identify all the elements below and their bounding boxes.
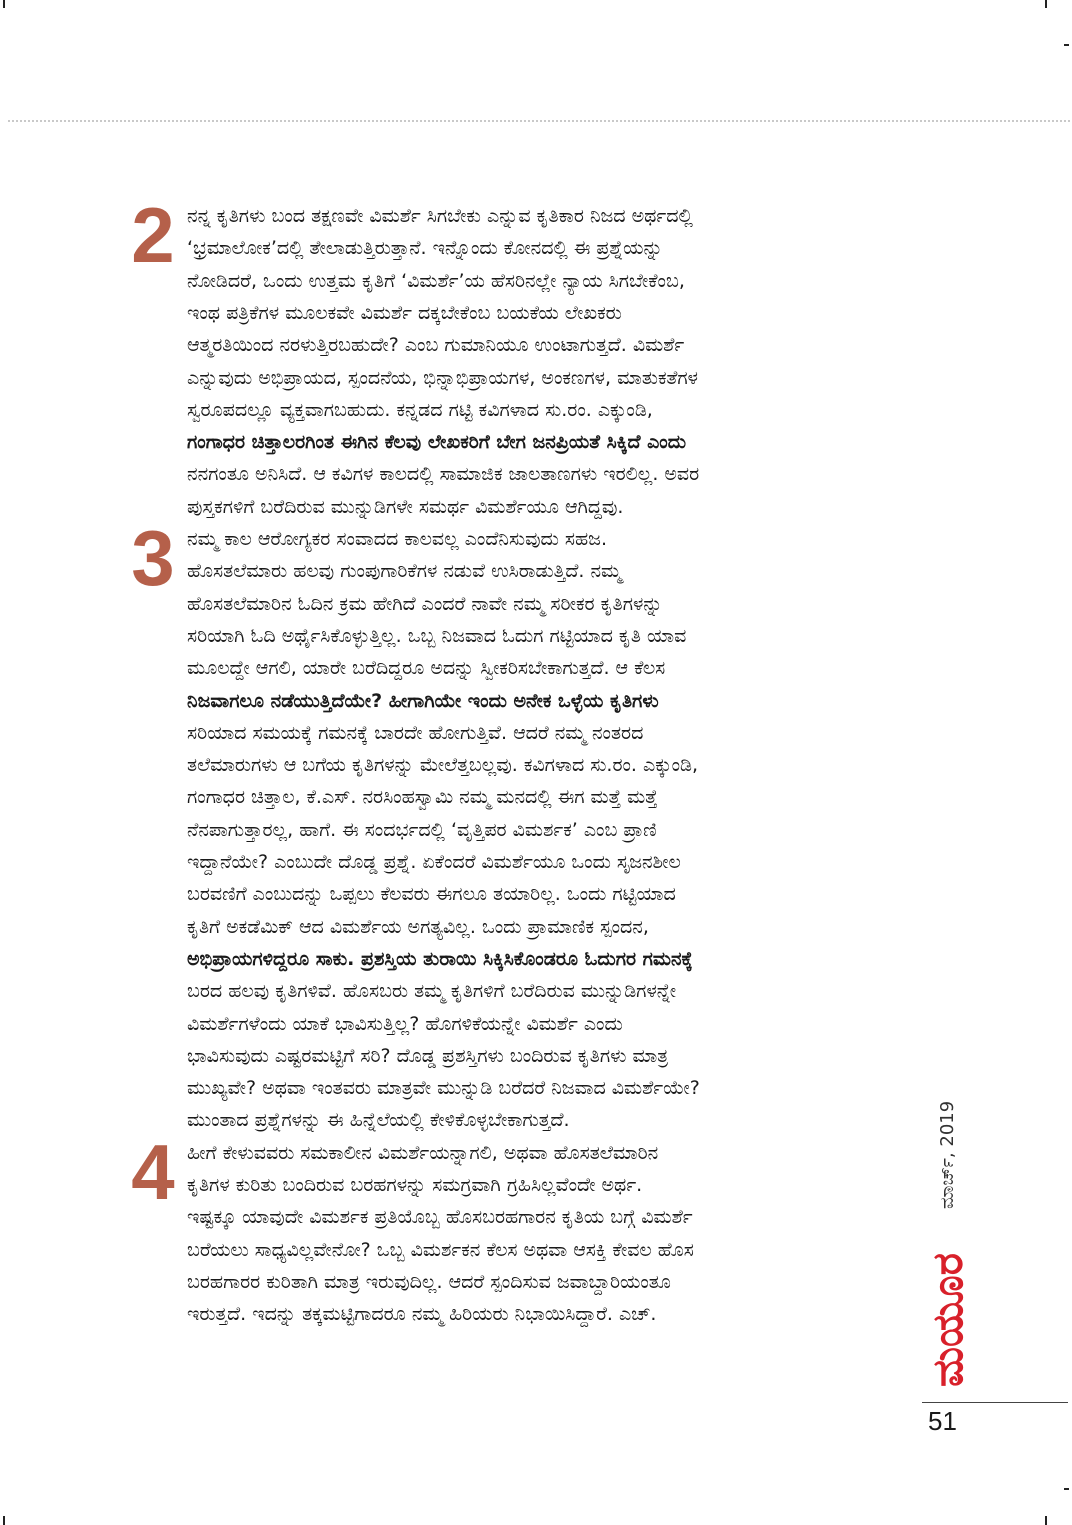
paragraph-line: ನಮ್ಮ ಕಾಲ ಆರೋಗ್ಯಕರ ಸಂವಾದದ ಕಾಲವಲ್ಲ ಎಂದೆನಿಸುವುದು ಸಹಜ.	[187, 528, 607, 550]
paragraph-line: ‘ಭ್ರಮಾಲೋಕ’ದಲ್ಲಿ ತೇಲಾಡುತ್ತಿರುತ್ತಾನೆ. ಇನ್ನೊಂದು ಕೋನದಲ್ಲಿ ಈ ಪ್ರಶ್ನೆಯನ್ನು	[187, 237, 663, 260]
paragraph-line: ಸರಿಯಾದ ಸಮಯಕ್ಕೆ ಗಮನಕ್ಕೆ ಬಾರದೇ ಹೋಗುತ್ತಿವೆ. ಆದರೆ ನಮ್ಮ ನಂತರದ	[187, 721, 644, 744]
paragraph-line: ಎನ್ನುವುದು ಅಭಿಪ್ರಾಯದ, ಸ್ಪಂದನೆಯ, ಭಿನ್ನಾಭಿಪ್ರಾಯಗಳ, ಅಂಕಣಗಳ, ಮಾತುಕತೆಗಳ	[187, 366, 698, 389]
section-number: 2	[131, 191, 175, 279]
paragraph-line: ಗಂಗಾಧರ ಚಿತ್ತಾಲರಗಿಂತ ಈಗಿನ ಕೆಲವು ಲೇಖಕರಿಗೆ ಬೇಗ ಜನಪ್ರಿಯತೆ ಸಿಕ್ಕಿದೆ ಎಂದು	[187, 431, 687, 454]
paragraph-line: ಭಾವಿಸುವುದು ಎಷ್ಟರಮಟ್ಟಿಗೆ ಸರಿ? ದೊಡ್ಡ ಪ್ರಶಸ್ತಿಗಳು ಬಂದಿರುವ ಕೃತಿಗಳು ಮಾತ್ರ	[187, 1044, 669, 1067]
paragraph-line: ಆತ್ಮರತಿಯಿಂದ ನರಳುತ್ತಿರಬಹುದೇ? ಎಂಬ ಗುಮಾನಿಯೂ ಉಂಟಾಗುತ್ತದೆ. ವಿಮರ್ಶೆ	[187, 334, 685, 357]
paragraph-line: ಬರವಣಿಗೆ ಎಂಬುದನ್ನು ಒಪ್ಪಲು ಕೆಲವರು ಈಗಲೂ ತಯಾರಿಲ್ಲ. ಒಂದು ಗಟ್ಟಿಯಾದ	[187, 883, 676, 906]
paragraph-line: ಹೀಗೆ ಕೇಳುವವರು ಸಮಕಾಲೀನ ವಿಮರ್ಶೆಯನ್ನಾಗಲಿ, ಅಥವಾ ಹೊಸತಲೆಮಾರಿನ	[187, 1141, 659, 1164]
paragraph-line: ಮುಖ್ಯವೇ? ಅಥವಾ ಇಂತವರು ಮಾತ್ರವೇ ಮುನ್ನುಡಿ ಬರೆದರೆ ನಿಜವಾದ ವಿಮರ್ಶೆಯೇ?	[187, 1077, 700, 1100]
magazine-logo: ಮಯೂರ	[923, 1253, 972, 1387]
paragraph-line: ಬರದ ಹಲವು ಕೃತಿಗಳಿವೆ. ಹೊಸಬರು ತಮ್ಮ ಕೃತಿಗಳಿಗೆ ಬರೆದಿರುವ ಮುನ್ನುಡಿಗಳನ್ನೇ	[187, 980, 677, 1003]
paragraph-line: ಕೃತಿಗೆ ಅಕಡೆಮಿಕ್ ಆದ ವಿಮರ್ಶೆಯ ಅಗತ್ಯವಿಲ್ಲ. ಒಂದು ಪ್ರಾಮಾಣಿಕ ಸ್ಪಂದನ,	[187, 915, 649, 938]
paragraph-line: ನೋಡಿದರೆ, ಒಂದು ಉತ್ತಮ ಕೃತಿಗೆ ‘ವಿಮರ್ಶೆ’ಯ ಹೆಸರಿನಲ್ಲೇ ನ್ಯಾಯ ಸಿಗಬೇಕೆಂಬ,	[187, 269, 685, 292]
header-dotted-rule	[8, 120, 1070, 122]
paragraph-line: ಗಂಗಾಧರ ಚಿತ್ತಾಲ, ಕೆ.ಎಸ್. ನರಸಿಂಹಸ್ವಾಮಿ ನಮ್ಮ ಮನದಲ್ಲಿ ಈಗ ಮತ್ತೆ ಮತ್ತೆ	[187, 786, 658, 809]
paragraph-line: ಮುಂತಾದ ಪ್ರಶ್ನೆಗಳನ್ನು ಈ ಹಿನ್ನೆಲೆಯಲ್ಲಿ ಕೇಳಿಕೊಳ್ಳಬೇಕಾಗುತ್ತದೆ.	[187, 1109, 570, 1132]
paragraph-line: ಮೂಲದ್ದೇ ಆಗಲಿ, ಯಾರೇ ಬರೆದಿದ್ದರೂ ಅದನ್ನು ಸ್ವೀಕರಿಸಬೇಕಾಗುತ್ತದೆ. ಆ ಕೆಲಸ	[187, 657, 666, 680]
crop-mark-right-upper	[1064, 44, 1069, 46]
page-number-rule	[922, 1402, 1068, 1403]
section-number: 4	[131, 1127, 175, 1216]
crop-mark-bottom-left	[3, 1516, 5, 1525]
section-number: 3	[131, 514, 175, 602]
paragraph-line: ಅಭಿಪ್ರಾಯಗಳಿದ್ದರೂ ಸಾಕು. ಪ್ರಶಸ್ತಿಯ ತುರಾಯಿ ಸಿಕ್ಕಿಸಿಕೊಂಡರೂ ಓದುಗರ ಗಮನಕ್ಕೆ	[187, 947, 693, 970]
paragraph-line: ನಿಜವಾಗಲೂ ನಡೆಯುತ್ತಿದೆಯೇ? ಹೀಗಾಗಿಯೇ ಇಂದು ಅನೇಕ ಒಳ್ಳೆಯ ಕೃತಿಗಳು	[187, 689, 659, 712]
paragraph-line: ಪುಸ್ತಕಗಳಿಗೆ ಬರೆದಿರುವ ಮುನ್ನುಡಿಗಳೇ ಸಮರ್ಥ ವಿಮರ್ಶೆಯೂ ಆಗಿದ್ದವು.	[187, 495, 624, 518]
paragraph-line: ಇರುತ್ತದೆ. ಇದನ್ನು ತಕ್ಕಮಟ್ಟಿಗಾದರೂ ನಮ್ಮ ಹಿರಿಯರು ನಿಭಾಯಿಸಿದ್ದಾರೆ. ಎಚ್.	[187, 1303, 657, 1326]
page-number: 51	[928, 1406, 957, 1436]
paragraph-line: ತಲೆಮಾರುಗಳು ಆ ಬಗೆಯ ಕೃತಿಗಳನ್ನು ಮೇಲೆತ್ತಬಲ್ಲವು. ಕವಿಗಳಾದ ಸು.ರಂ. ಎಕ್ಕುಂಡಿ,	[187, 754, 699, 777]
paragraph-line: ಹೊಸತಲೆಮಾರು ಹಲವು ಗುಂಪುಗಾರಿಕೆಗಳ ನಡುವೆ ಉಸಿರಾಡುತ್ತಿದೆ. ನಮ್ಮ	[187, 560, 622, 583]
paragraph-line: ಸ್ವರೂಪದಲ್ಲೂ ವ್ಯಕ್ತವಾಗಬಹುದು. ಕನ್ನಡದ ಗಟ್ಟಿ ಕವಿಗಳಾದ ಸು.ರಂ. ಎಕ್ಕುಂಡಿ,	[187, 398, 653, 421]
paragraph-line: ನನ್ನ ಕೃತಿಗಳು ಬಂದ ತಕ್ಷಣವೇ ವಿಮರ್ಶೆ ಸಿಗಬೇಕು ಎನ್ನುವ ಕೃತಿಕಾರ ನಿಜದ ಅರ್ಥದಲ್ಲಿ	[187, 205, 693, 227]
paragraph-line: ಬರೆಯಲು ಸಾಧ್ಯವಿಲ್ಲವೇನೋ? ಒಬ್ಬ ವಿಮರ್ಶಕನ ಕೆಲಸ ಅಥವಾ ಆಸಕ್ತಿ ಕೇವಲ ಹೊಸ	[187, 1238, 694, 1261]
crop-mark-top-left	[3, 0, 5, 8]
paragraph-line: ಹೊಸತಲೆಮಾರಿನ ಓದಿನ ಕ್ರಮ ಹೇಗಿದೆ ಎಂದರೆ ನಾವೇ ನಮ್ಮ ಸರೀಕರ ಕೃತಿಗಳನ್ನು	[187, 592, 663, 615]
paragraph-line: ಸರಿಯಾಗಿ ಓದಿ ಅರ್ಥೈಸಿಕೊಳ್ಳುತ್ತಿಲ್ಲ. ಒಬ್ಬ ನಿಜವಾದ ಓದುಗ ಗಟ್ಟಿಯಾದ ಕೃತಿ ಯಾವ	[187, 624, 687, 647]
crop-mark-bottom-right	[1045, 1516, 1047, 1525]
paragraph-line: ಇದ್ದಾನೆಯೇ? ಎಂಬುದೇ ದೊಡ್ಡ ಪ್ರಶ್ನೆ. ಏಕೆಂದರೆ ವಿಮರ್ಶೆಯೂ ಒಂದು ಸೃಜನಶೀಲ	[187, 851, 681, 873]
paragraph-line: ಇಂಥ ಪತ್ರಿಕೆಗಳ ಮೂಲಕವೇ ವಿಮರ್ಶೆ ದಕ್ಕಬೇಕೆಂಬ ಬಯಕೆಯ ಲೇಖಕರು	[187, 301, 622, 324]
paragraph-line: ನನಗಂತೂ ಅನಿಸಿದೆ. ಆ ಕವಿಗಳ ಕಾಲದಲ್ಲಿ ಸಾಮಾಜಿಕ ಜಾಲತಾಣಗಳು ಇರಲಿಲ್ಲ. ಅವರ	[187, 463, 700, 486]
paragraph-line: ವಿಮರ್ಶೆಗಳೆಂದು ಯಾಕೆ ಭಾವಿಸುತ್ತಿಲ್ಲ? ಹೊಗಳಿಕೆಯನ್ನೇ ವಿಮರ್ಶೆ ಎಂದು	[187, 1012, 623, 1035]
paragraph-line: ಕೃತಿಗಳ ಕುರಿತು ಬಂದಿರುವ ಬರಹಗಳನ್ನು ಸಮಗ್ರವಾಗಿ ಗ್ರಹಿಸಿಲ್ಲವೆಂದೇ ಅರ್ಥ.	[187, 1174, 643, 1196]
paragraph-line: ನೆನಪಾಗುತ್ತಾರಲ್ಲ, ಹಾಗೆ. ಈ ಸಂದರ್ಭದಲ್ಲಿ ‘ವೃತ್ತಿಪರ ವಿಮರ್ಶಕ’ ಎಂಬ ಪ್ರಾಣಿ	[187, 818, 657, 841]
paragraph-line: ಇಷ್ಟಕ್ಕೂ ಯಾವುದೇ ವಿಮರ್ಶಕ ಪ್ರತಿಯೊಬ್ಬ ಹೊಸಬರಹಗಾರನ ಕೃತಿಯ ಬಗ್ಗೆ ವಿಮರ್ಶೆ	[187, 1206, 693, 1229]
crop-mark-top-right	[1045, 0, 1047, 8]
issue-date: ಮಾರ್ಚ್, 2019	[937, 1100, 958, 1210]
paragraph-line: ಬರಹಗಾರರ ಕುರಿತಾಗಿ ಮಾತ್ರ ಇರುವುದಿಲ್ಲ. ಆದರೆ ಸ್ಪಂದಿಸುವ ಜವಾಬ್ದಾರಿಯಂತೂ	[187, 1270, 671, 1293]
crop-mark-right-lower	[1064, 1488, 1069, 1490]
